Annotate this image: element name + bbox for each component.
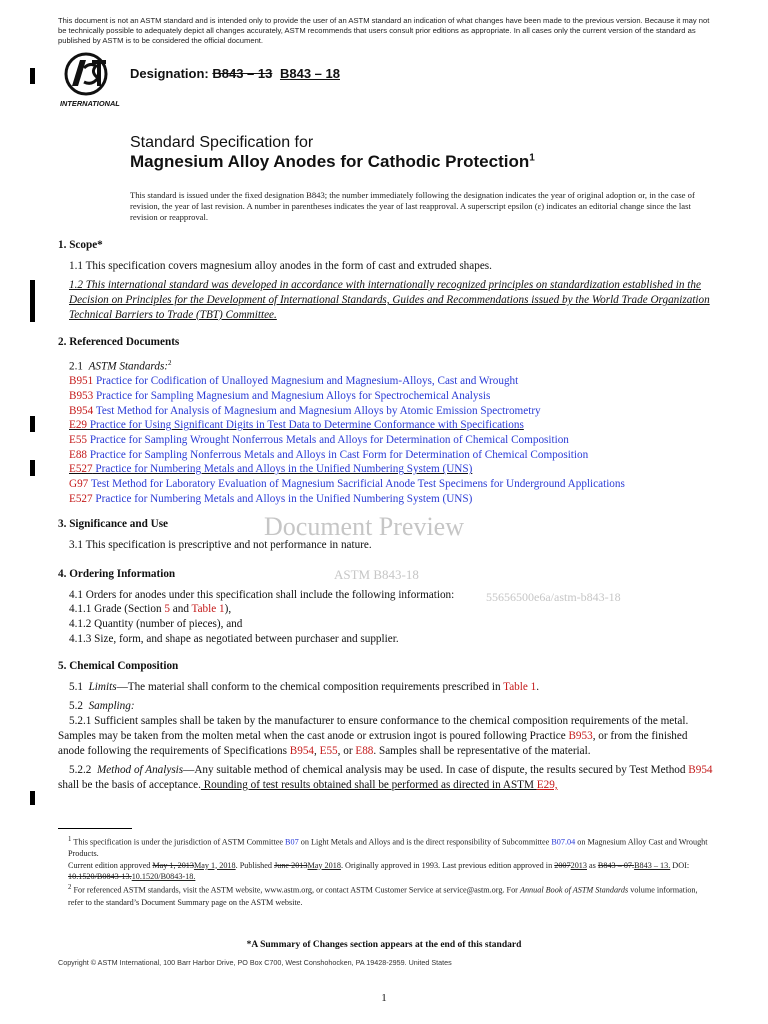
para-5-2-1: 5.2.1 Sufficient samples shall be taken by the manufacturer to ensure conformance to the chemical composition requirements of the metal. Samples may be taken from the molten metal when the cast anode or extrusion ingot is poured following Practice B953, or from the finished anode following the requirements of Specifications B954, E55, or E88. Samples shall be representative of the material.: [58, 715, 689, 757]
copyright: Copyright © ASTM International, 100 Barr Harbor Drive, PO Box C700, West Conshohocken, PA 19428-2959. United States: [58, 958, 452, 967]
title-text: Magnesium Alloy Anodes for Cathodic Protection: [130, 152, 530, 171]
section-references: [58, 335, 713, 506]
ref-item[interactable]: [58, 477, 713, 492]
para-1-1: 1.1 This specification covers magnesium alloy anodes in the form of cast and extruded shapes.: [69, 259, 492, 272]
ref-title[interactable]: Practice for Sampling Wrought Nonferrous Metals and Alloys for Determination of Chemical Composition: [87, 433, 569, 446]
footnotes: [58, 834, 713, 908]
ref-title[interactable]: Practice for Codification of Unalloyed Magnesium and Magnesium-Alloys, Cast and Wrought: [93, 375, 519, 388]
ref-title[interactable]: Practice for Sampling Nonferrous Metals and Alloys in Cast Form for Determination of Chemical Composition: [87, 448, 589, 461]
section-chemical: [58, 659, 713, 793]
para-5-1: 5.1 Limits—The material shall conform to the chemical composition requirements prescribed in Table 1.: [69, 680, 540, 693]
summary-note: *A Summary of Changes section appears at the end of this standard: [246, 940, 522, 950]
ref-item[interactable]: [58, 448, 713, 463]
ref-code[interactable]: E29: [69, 419, 88, 432]
ref-title[interactable]: Practice for Using Significant Digits in Test Data to Determine Conformance with Specifications: [87, 419, 524, 432]
designation-new: B843 – 18: [279, 66, 340, 81]
heading-chemical: 5. Chemical Composition: [58, 660, 179, 672]
ref-code[interactable]: B954: [69, 404, 94, 417]
title-line1: Standard Specification for: [130, 134, 314, 151]
page-number: 1: [381, 992, 387, 1004]
ref-link[interactable]: B953: [568, 729, 593, 742]
ref-link[interactable]: E29,: [536, 778, 558, 791]
footnote-2: $^2$ For referenced ASTM standards, visit the ASTM website, www.astm.org, or contact ASTM Customer Service at service@astm.org. For Annual Book of ASTM Standards volume information, refer to the standard’s Document Summary page on the ASTM website.: [68, 884, 698, 907]
ref-code[interactable]: B953: [69, 389, 94, 402]
watermark-title: Document Preview: [264, 512, 465, 541]
ref-code[interactable]: E88: [69, 448, 88, 461]
ref-code[interactable]: E527: [69, 463, 93, 476]
para-1-2: 1.2 This international standard was developed in accordance with internationally recognized principles on standardization established in the Decision on Principles for the Development of International Standards, Guides and Recommendations issued by the World Trade Organization Technical Barriers to Trade (TBT) Committee.: [69, 279, 710, 321]
title-line2: [130, 152, 535, 172]
para-5-2-2: 5.2.2 Method of Analysis—Any suitable method of chemical analysis may be used. In case of dispute, the results secured by Test Method B954 shall be the basis of acceptance. Rounding of test results obtained shall be performed as directed in ASTM E29,: [58, 764, 713, 791]
change-bar: [30, 460, 35, 476]
change-bar: [30, 68, 35, 84]
change-notice: This document is not an ASTM standard and is intended only to provide the user of an ASTM standard an indication of what changes have been made to the previous version. Because it may not be technically possible to adequately depict all changes accurately, ASTM recommends that users consult prior editions as appropriate. In all cases only the current version of the standard as published by ASTM is to be considered the official document.: [58, 16, 710, 46]
section-significance: [58, 517, 713, 552]
watermark-code: ASTM B843-18: [334, 567, 419, 582]
issued-note: This standard is issued under the fixed designation B843; the number immediately following the designation indicates the year of original adoption or, in the case of revision, the year of last revision. A number in parentheses indicates the year of last reapproval. A superscript epsilon (ε) indicates an editorial change since the last revision or reapproval.: [130, 190, 695, 223]
heading-references: 2. Referenced Documents: [58, 336, 180, 348]
watermark-url: 55656500e6a/astm-b843-18: [486, 590, 621, 604]
table-link[interactable]: Table 1: [503, 680, 537, 693]
section-link[interactable]: 5: [164, 603, 170, 616]
ref-item[interactable]: [58, 492, 713, 507]
designation-old: B843 – 13: [212, 66, 273, 81]
ref-item[interactable]: [58, 389, 713, 404]
ref-link[interactable]: B954: [688, 764, 713, 777]
title-footnote-mark: 1: [529, 152, 535, 164]
footnote-1: $^1$ This specification is under the jurisdiction of ASTM Committee B07 on Light Metals and Alloys and is the direct responsibility of Subcommittee B07.04 on Magnesium Alloy Cast and Wrought Products.: [68, 836, 708, 859]
logo-label: INTERNATIONAL: [60, 99, 120, 108]
ref-title[interactable]: Practice for Numbering Metals and Alloys in the Unified Numbering System (UNS): [92, 463, 473, 476]
table-link[interactable]: Table 1: [191, 603, 225, 616]
designation: [130, 66, 340, 81]
ref-item[interactable]: [58, 462, 713, 477]
section-ordering: [58, 567, 713, 647]
ref-item[interactable]: [58, 418, 713, 433]
astm-logo-icon: [60, 50, 124, 108]
change-bar: [30, 280, 35, 322]
ref-title[interactable]: Practice for Numbering Metals and Alloys in the Unified Numbering System (UNS): [92, 492, 473, 505]
ref-item[interactable]: [58, 433, 713, 448]
heading-significance: 3. Significance and Use: [58, 518, 169, 530]
para-5-2: 5.2 Sampling:: [69, 700, 135, 713]
change-bar: [30, 416, 35, 432]
ref-link[interactable]: B954: [289, 744, 315, 757]
footnote-divider: [58, 828, 132, 829]
footnote-edition: Current edition approved May 1, 2013May 1, 2018. Published June 2013May 2018. Originally approved in 1993. Last previous edition approved in 20072013 as B843 – 07.B843 – 13. DOI: 10.1520/B0843-13.10.1520/B0843-18.: [68, 860, 690, 881]
ref-link[interactable]: E88: [355, 744, 374, 757]
ref-code[interactable]: E527: [69, 492, 93, 505]
ref-title[interactable]: Practice for Sampling Magnesium and Magnesium Alloys for Spectrochemical Analysis: [93, 389, 491, 402]
para-2-1: 2.1 ASTM Standards:$^2$: [69, 358, 172, 373]
heading-ordering: 4. Ordering Information: [58, 568, 176, 580]
para-4-1-1: 4.1.1 Grade (Section 5 and Table 1),: [69, 603, 232, 616]
section-scope: [58, 238, 713, 323]
ref-code[interactable]: B951: [69, 375, 94, 388]
change-bar: [30, 791, 35, 805]
designation-label: Designation:: [130, 66, 209, 81]
para-4-1-2: 4.1.2 Quantity (number of pieces), and: [69, 618, 243, 631]
ref-code[interactable]: E55: [69, 433, 88, 446]
ref-link[interactable]: E55: [319, 744, 338, 757]
ref-item[interactable]: [58, 404, 713, 419]
para-3-1: 3.1 This specification is prescriptive and not performance in nature.: [69, 538, 372, 551]
ref-code[interactable]: G97: [69, 478, 89, 491]
para-4-1-3: 4.1.3 Size, form, and shape as negotiated between purchaser and supplier.: [69, 632, 399, 645]
ref-title[interactable]: Test Method for Analysis of Magnesium and Magnesium Alloys by Atomic Emission Spectrometry: [93, 404, 541, 417]
ref-item[interactable]: [58, 374, 713, 389]
ref-title[interactable]: Test Method for Laboratory Evaluation of Magnesium Sacrificial Anode Test Specimens for Underground Applications: [88, 478, 625, 491]
heading-scope: 1. Scope*: [58, 239, 103, 251]
para-4-1: 4.1 Orders for anodes under this specification shall include the following information:: [69, 588, 455, 601]
